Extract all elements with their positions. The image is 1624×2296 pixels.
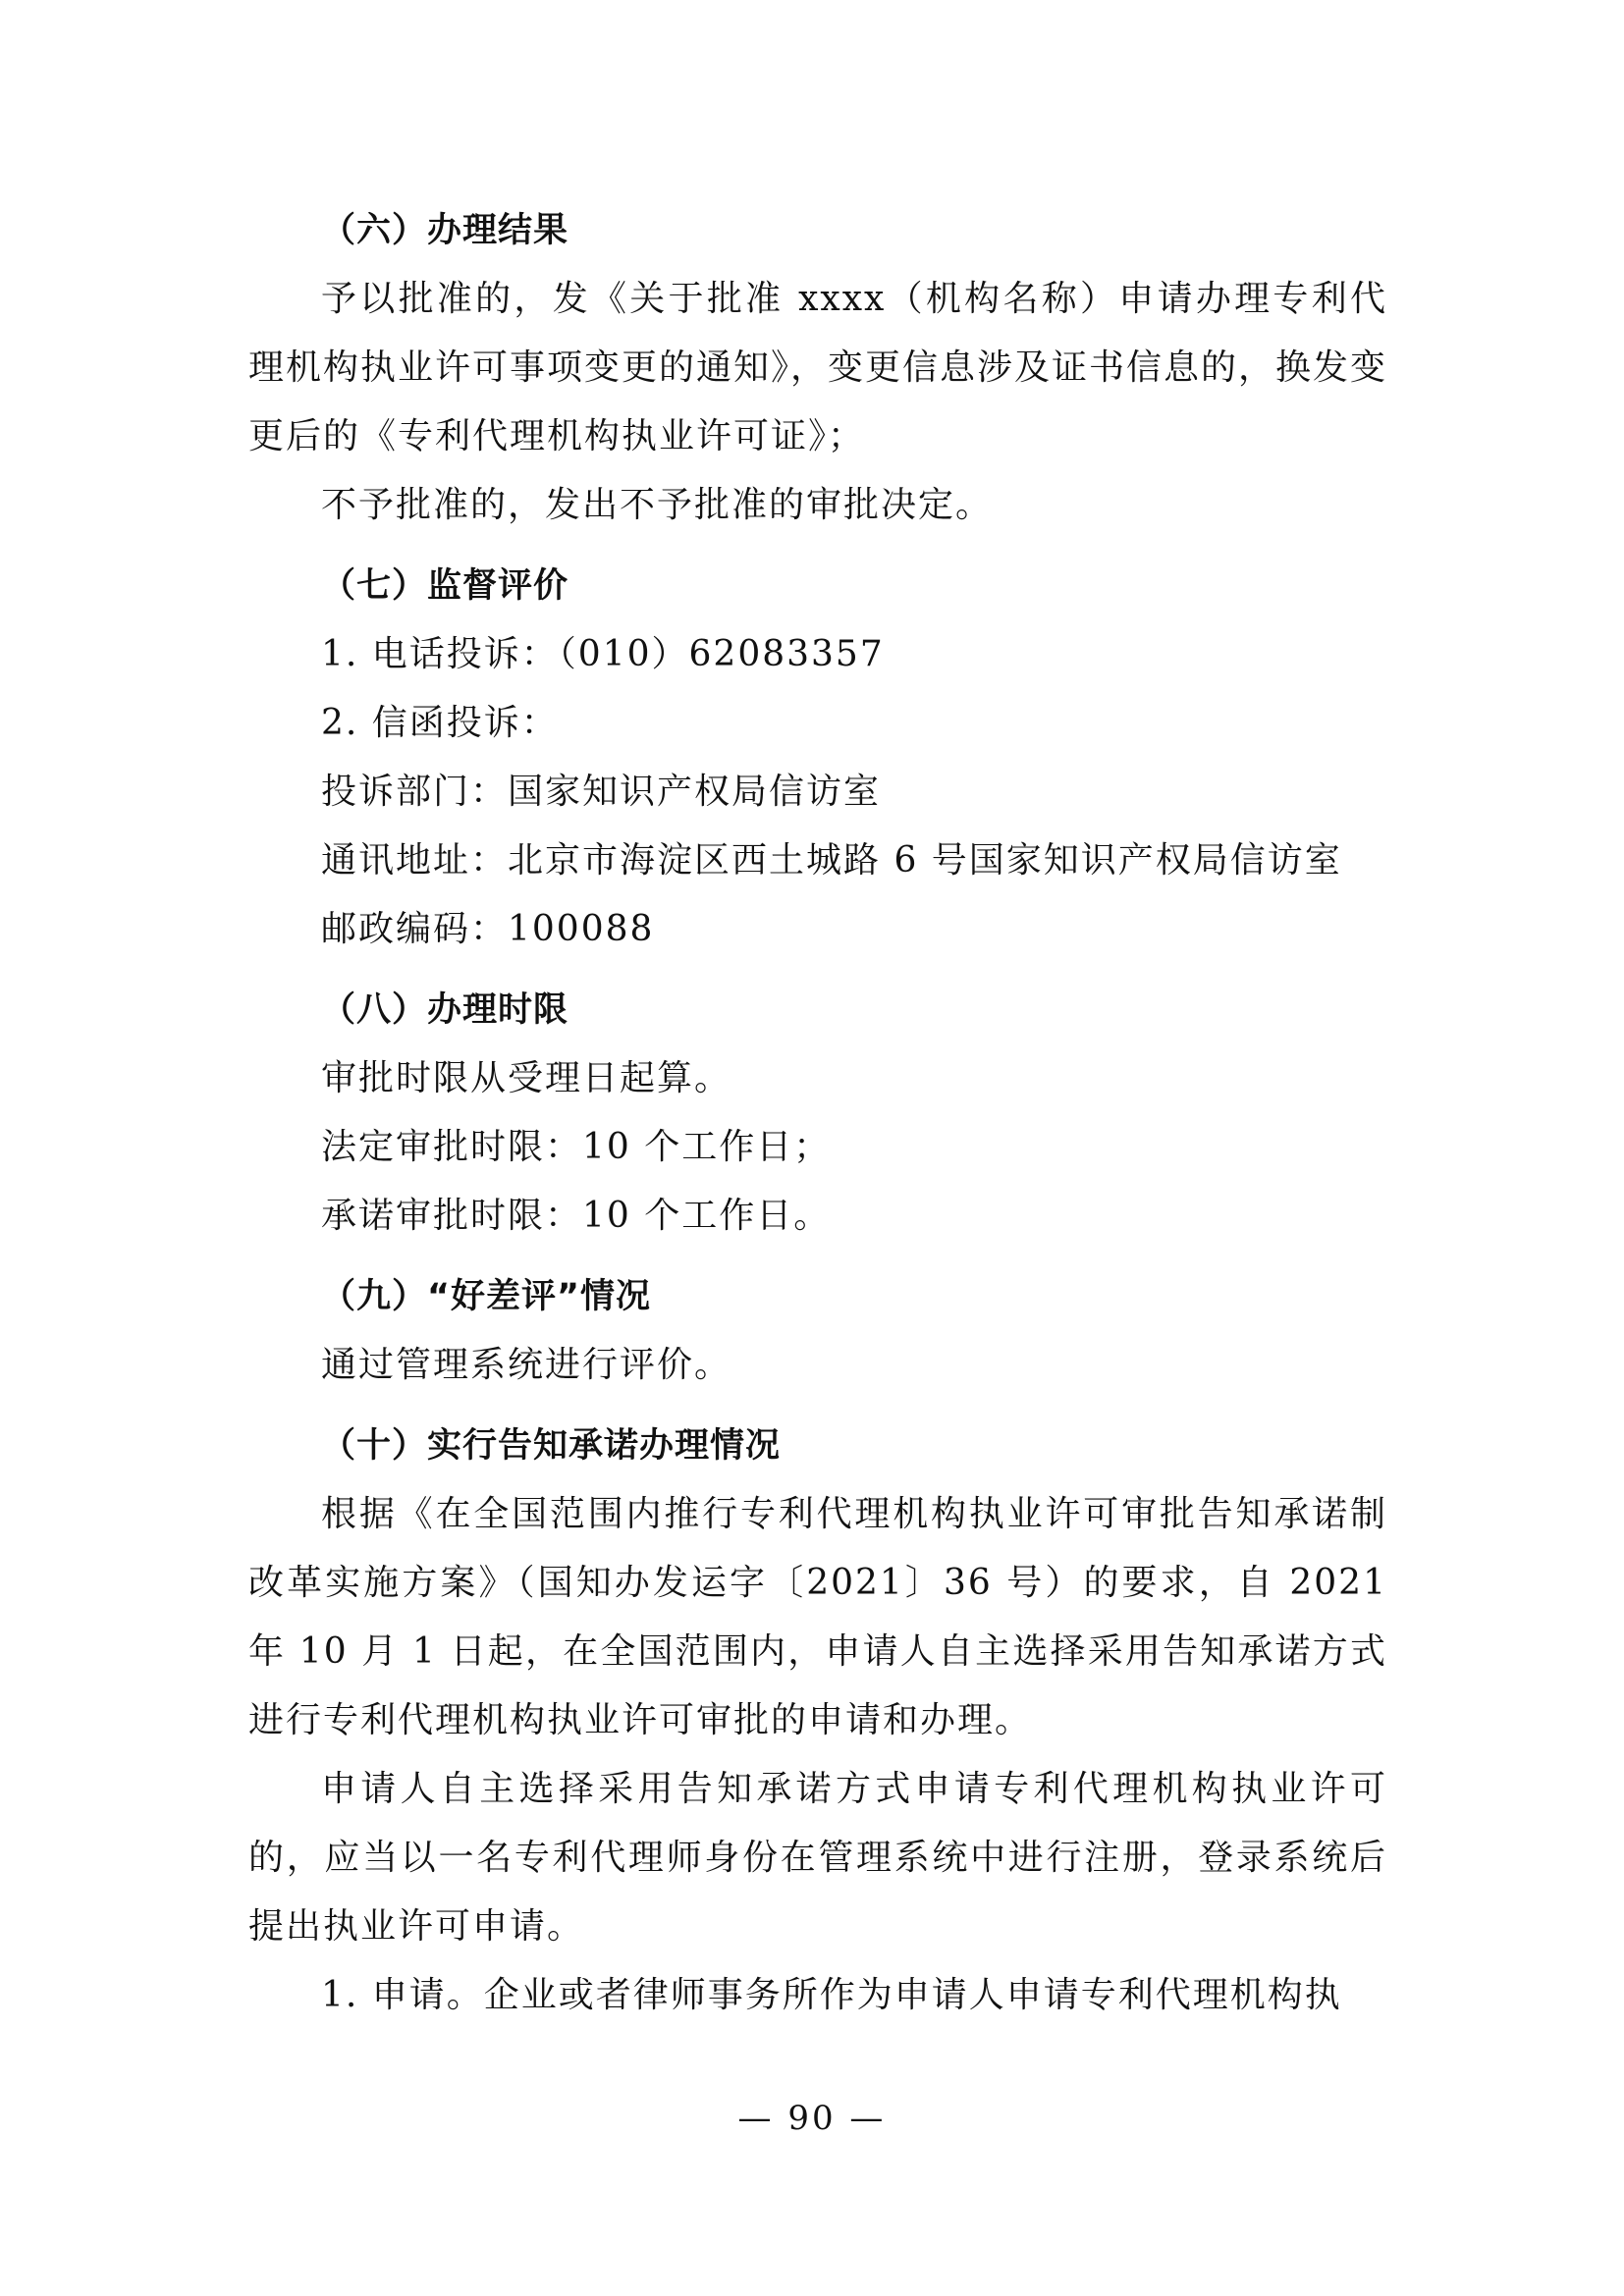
section-heading-supervision: （七）监督评价: [321, 566, 569, 606]
paragraph-approval: 予以批准的，发《关于批准 xxxx（机构名称）申请办理专利代理机构执业许可事项变更的通知》，变更信息涉及证书信息的，换发变更后的《专利代理机构执业许可证》；: [248, 279, 1388, 456]
section-heading-time-limit: （八）办理时限: [321, 990, 569, 1030]
evaluation-method: 通过管理系统进行评价。: [321, 1345, 732, 1385]
phone-complaint: 1. 电话投诉：（010）62083357: [321, 634, 885, 674]
paragraph-rejection: 不予批准的，发出不予批准的审批决定。: [321, 485, 994, 525]
letter-complaint: 2. 信函投诉：: [321, 703, 559, 743]
paragraph-application-step: 1. 申请。企业或者律师事务所作为申请人申请专利代理机构执: [321, 1975, 1342, 2015]
page-number: — 90 —: [737, 2099, 887, 2138]
mailing-address: 通讯地址：北京市海淀区西土城路 6 号国家知识产权局信访室: [321, 840, 1342, 881]
promised-time-limit: 承诺审批时限：10 个工作日。: [321, 1196, 832, 1236]
section-heading-result: （六）办理结果: [321, 211, 569, 250]
statutory-time-limit: 法定审批时限：10 个工作日；: [321, 1127, 832, 1167]
section-heading-notification-commitment: （十）实行告知承诺办理情况: [321, 1426, 782, 1466]
section-heading-evaluation: （九）“好差评”情况: [321, 1277, 652, 1316]
paragraph-basis: 根据《在全国范围内推行专利代理机构执业许可审批告知承诺制改革实施方案》（国知办发运字〔2021〕36 号）的要求，自 2021 年 10 月 1 日起，在全国范围内，申请人自主选择采用告知承诺方式进行专利代理机构执业许可审批的申请和办理。: [248, 1494, 1387, 1740]
complaint-department: 投诉部门：国家知识产权局信访室: [321, 772, 882, 812]
document-body: [248, 196, 1387, 2030]
paragraph-registration: 申请人自主选择采用告知承诺方式申请专利代理机构执业许可的，应当以一名专利代理师身份在管理系统中进行注册，登录系统后提出执业许可申请。: [248, 1769, 1387, 1947]
time-limit-start: 审批时限从受理日起算。: [321, 1058, 732, 1098]
postal-code: 邮政编码：100088: [321, 909, 655, 949]
